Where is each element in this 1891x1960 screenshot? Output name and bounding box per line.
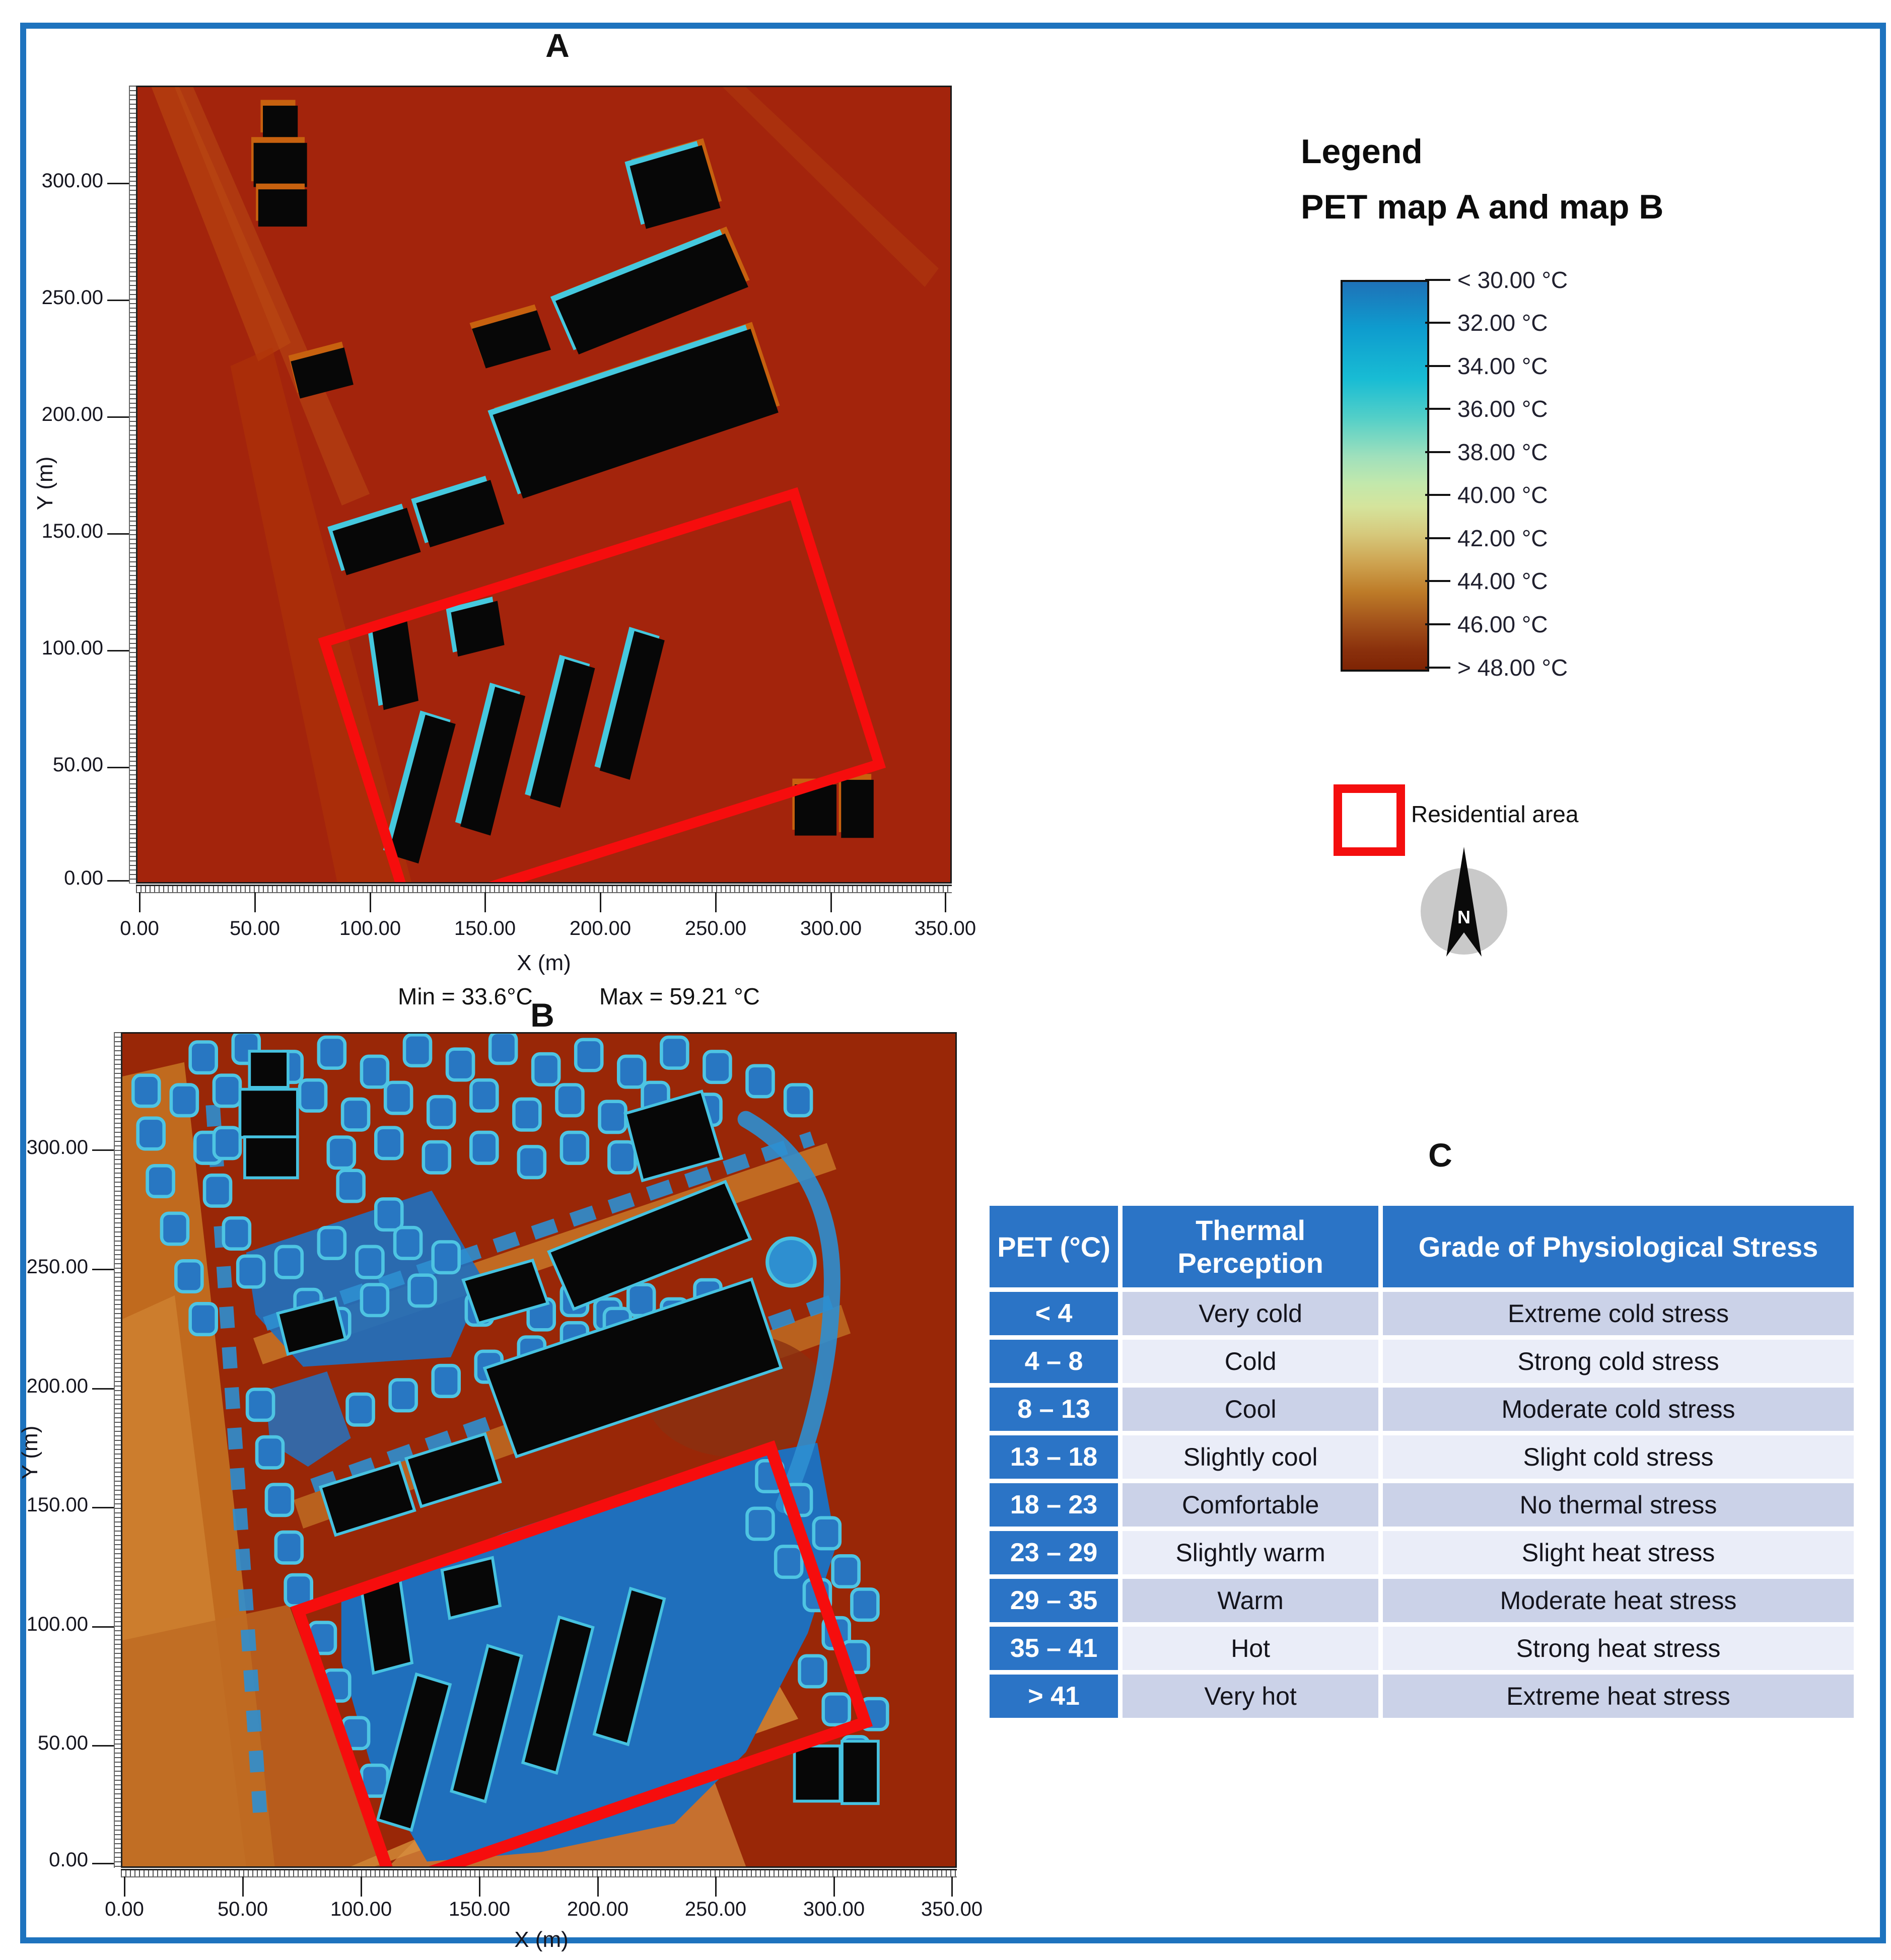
map-a-x-tick-label: 150.00 [454, 917, 516, 939]
map-b-y-tick-label: 200.00 [26, 1375, 88, 1397]
colorbar-label: > 48.00 °C [1457, 655, 1568, 681]
map-b-x-tick-label: 0.00 [105, 1898, 144, 1920]
map-a-x-tick-label: 50.00 [229, 917, 281, 939]
colorbar-label: 34.00 °C [1457, 353, 1548, 379]
map-b-y-tick-label: 0.00 [49, 1849, 88, 1871]
map-a-x-ruler [136, 885, 952, 893]
map-b-x-tick-label: 100.00 [330, 1898, 392, 1920]
legend-subheading: PET map A and map B [1301, 188, 1664, 226]
table-row: 29 – 35 Warm Moderate heat stress [990, 1579, 1854, 1622]
colorbar-label: 44.00 °C [1457, 568, 1548, 594]
map-b-y-tick-label: 250.00 [26, 1256, 88, 1278]
north-arrow-compass [1405, 842, 1523, 973]
map-a-y-tick-label: 150.00 [41, 520, 103, 542]
table-row: 18 – 23 Comfortable No thermal stress [990, 1483, 1854, 1527]
compass-north-label: N [1457, 907, 1470, 927]
colorbar-label: < 30.00 °C [1457, 267, 1568, 293]
map-a-x-tick-label: 100.00 [339, 917, 401, 939]
colorbar-label: 38.00 °C [1457, 439, 1548, 465]
map-b-x-tick-label: 150.00 [448, 1898, 511, 1920]
map-a-y-tick-label: 300.00 [41, 170, 103, 192]
map-a-min-value: Min = 33.6°C [398, 983, 533, 1009]
map-b-x-tick-label: 50.00 [217, 1898, 268, 1920]
map-a-y-tick-label: 0.00 [64, 867, 103, 889]
map-a-x-axis-title: X (m) [517, 951, 571, 975]
table-header-row [990, 1206, 1854, 1287]
map-b-y-tick-label: 50.00 [37, 1732, 88, 1754]
map-a-y-tick-label: 200.00 [41, 403, 103, 425]
colorbar-label: 36.00 °C [1457, 396, 1548, 422]
map-a-y-tick-label: 100.00 [41, 637, 103, 659]
header-perception: Thermal Perception [1123, 1206, 1378, 1287]
map-b-heatmap [121, 1032, 957, 1868]
table-row: < 4 Very cold Extreme cold stress [990, 1292, 1854, 1335]
header-pet: PET (°C) [990, 1206, 1118, 1287]
map-a-max-value: Max = 59.21 °C [599, 983, 760, 1009]
map-a-y-axis-title: Y (m) [33, 456, 57, 511]
map-b-title: B [530, 996, 554, 1034]
pet-stress-table [985, 1201, 1858, 1722]
map-a-y-tick-label: 250.00 [41, 286, 103, 309]
table-row: 4 – 8 Cold Strong cold stress [990, 1340, 1854, 1383]
map-a-x-tick-label: 0.00 [120, 917, 159, 939]
map-b-x-tick-label: 200.00 [567, 1898, 629, 1920]
residential-area-swatch [1334, 784, 1405, 856]
colorbar [1341, 280, 1429, 672]
map-b-x-axis-title: X (m) [514, 1927, 569, 1952]
map-a-y-ruler [129, 86, 137, 884]
table-row: 13 – 18 Slightly cool Slight cold stress [990, 1435, 1854, 1479]
residential-area-label: Residential area [1411, 801, 1579, 827]
map-b-y-axis-title: Y (m) [18, 1425, 42, 1480]
map-a-x-tick-label: 350.00 [914, 917, 976, 939]
map-b-x-tick-label: 300.00 [803, 1898, 865, 1920]
colorbar-label: 40.00 °C [1457, 482, 1548, 508]
header-stress: Grade of Physiological Stress [1383, 1206, 1854, 1287]
table-row: 35 – 41 Hot Strong heat stress [990, 1627, 1854, 1670]
map-b-y-tick-label: 300.00 [26, 1136, 88, 1158]
colorbar-label: 46.00 °C [1457, 611, 1548, 637]
colorbar-label: 42.00 °C [1457, 525, 1548, 551]
map-b-y-tick-label: 150.00 [26, 1494, 88, 1516]
colorbar-label: 32.00 °C [1457, 310, 1548, 336]
map-a-heatmap [136, 86, 952, 884]
map-a-y-tick-label: 50.00 [52, 754, 103, 776]
legend-heading: Legend [1301, 132, 1423, 171]
map-a-x-tick-label: 200.00 [569, 917, 632, 939]
map-a-x-tick-label: 250.00 [684, 917, 747, 939]
map-b-x-ruler [121, 1869, 957, 1877]
table-row: 8 – 13 Cool Moderate cold stress [990, 1388, 1854, 1431]
map-b-y-ruler [114, 1032, 122, 1868]
map-b-y-tick-label: 100.00 [26, 1613, 88, 1635]
table-row: > 41 Very hot Extreme heat stress [990, 1675, 1854, 1718]
table-row: 23 – 29 Slightly warm Slight heat stress [990, 1531, 1854, 1574]
table-c-title: C [1428, 1136, 1452, 1174]
map-b-x-tick-label: 250.00 [684, 1898, 747, 1920]
map-b-x-tick-label: 350.00 [921, 1898, 983, 1920]
map-a-title: A [545, 27, 570, 64]
map-a-x-tick-label: 300.00 [800, 917, 862, 939]
